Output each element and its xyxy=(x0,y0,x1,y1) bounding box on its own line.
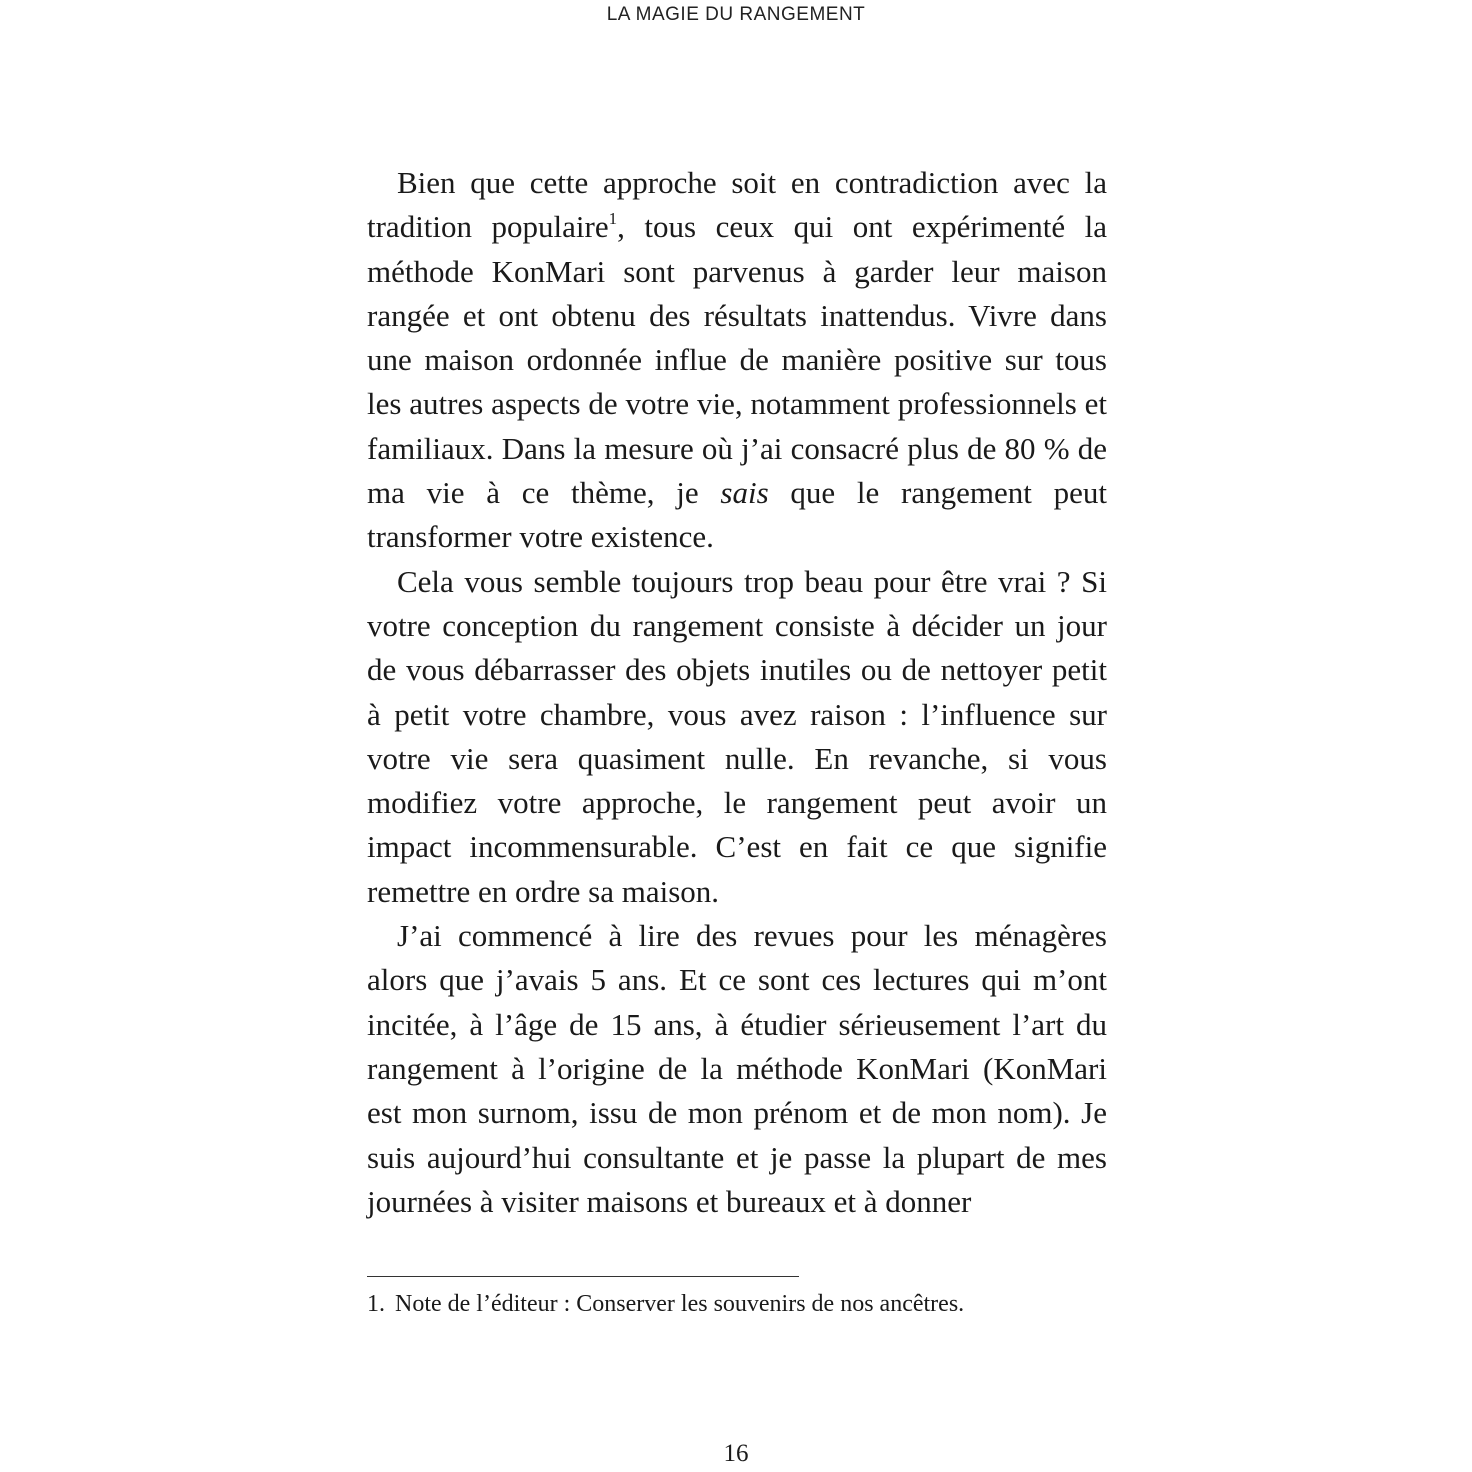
running-head-title: LA MAGIE DU RANGEMENT xyxy=(606,4,866,25)
paragraph-1-text-c: que le rangement peut transformer votre existence. xyxy=(367,475,1107,555)
footnote-number: 1. xyxy=(367,1291,385,1317)
paragraph-1-text-b: , tous ceux qui ont expérimenté la méthode KonMari sont parvenus à garder leur maison rangée et ont obtenu des résultats inattendus. Vivre dans une maison ordonnée influe de manière positive sur tous les autres aspects de votre vie, notamment professionnels et familiaux. Dans la mesure où j’ai consacré plus de 80 % de ma vie à ce thème, je xyxy=(367,209,1107,511)
paragraph-2: Cela vous semble toujours trop beau pour être vrai ? Si votre conception du rangement consiste à décider un jour de vous débarrasser des objets inutiles ou de nettoyer petit à petit votre chambre, vous avez raison : l’influence sur votre vie sera quasiment nulle. En revanche, si vous modifiez votre approche, le rangement peut avoir un impact incommensurable. C’est en fait ce que signifie remettre en ordre sa maison. xyxy=(367,563,1107,909)
emphasis-word: sais xyxy=(720,475,769,511)
paragraph-1 xyxy=(367,161,1107,560)
footnote-divider xyxy=(367,1276,799,1277)
footnote-text: Note de l’éditeur : Conserver les souvenirs de nos ancêtres. xyxy=(395,1291,965,1317)
body-text xyxy=(367,161,1107,1224)
footnote xyxy=(367,1289,1107,1319)
footnote-reference: 1 xyxy=(608,209,618,229)
paragraph-3: J’ai commencé à lire des revues pour les ménagères alors que j’avais 5 ans. Et ce sont ces lectures qui m’ont incitée, à l’âge de 15 ans, à étudier sérieusement l’art du rangement à l’origine de la méthode KonMari (KonMari est mon surnom, issu de mon prénom et de mon nom). Je suis aujourd’hui consultante et je passe la plupart de mes journées à visiter maisons et bureaux et à donner xyxy=(367,918,1107,1219)
page-number: 16 xyxy=(723,1440,749,1467)
paragraph-1-text-a: Bien que cette approche soit en contradiction avec la tradition populaire xyxy=(367,165,1107,245)
